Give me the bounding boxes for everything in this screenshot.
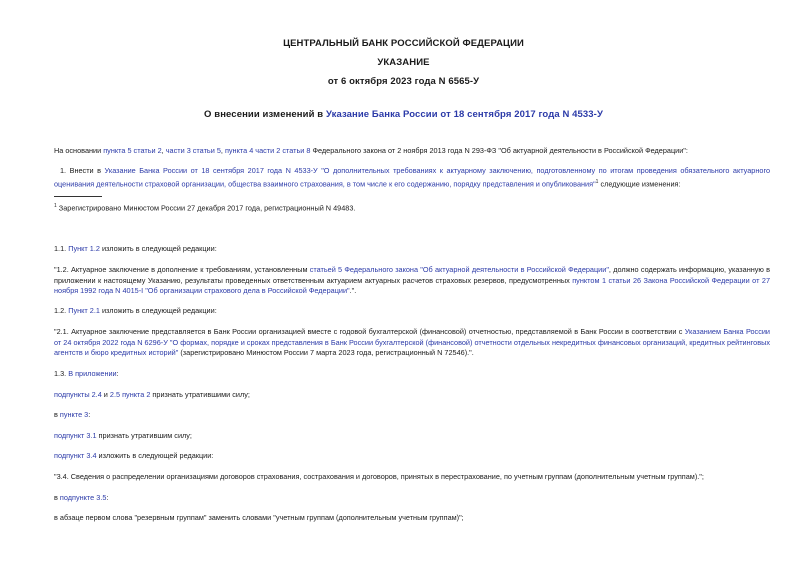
subitem-3-5-text-1: в xyxy=(54,493,60,502)
title-link[interactable]: Указание Банка России от 18 сентября 2017 года N 4533-У xyxy=(325,109,603,120)
org-heading: ЦЕНТРАЛЬНЫЙ БАНК РОССИЙСКОЙ ФЕДЕРАЦИИ xyxy=(283,38,524,49)
item-1-1-text-2: изложить в следующей редакции: xyxy=(99,244,217,253)
basis-text-1: На основании xyxy=(54,146,104,155)
subitems-text-1: и xyxy=(101,390,110,399)
basis-text-2: , xyxy=(161,146,166,155)
subitem-3-5-link[interactable]: подпункте 3.5 xyxy=(59,493,107,502)
footnote-ref[interactable]: 1 xyxy=(595,178,599,185)
quote-3-4-paragraph: "3.4. Сведения о распределении организациями договоров страхования, сострахования и договоров, принятых в перестрахование, по учетным группам (дополнительным учетным группам)."; xyxy=(54,472,704,481)
item-1-2-text-2: изложить в следующей редакции: xyxy=(99,306,217,315)
title-text: О внесении изменений в xyxy=(204,109,326,120)
document-title xyxy=(0,109,807,120)
item-1-text-1: 1. Внести в xyxy=(60,166,105,175)
point-3-text-1: в xyxy=(54,410,60,419)
basis-text-3: , xyxy=(220,146,225,155)
doc-type-heading: УКАЗАНИЕ xyxy=(377,57,430,68)
item-1-3-text-1: 1.3. xyxy=(54,369,69,378)
quote-1-2-text-1: "1.2. Актуарное заключение в дополнение к требованиям, установленным xyxy=(54,265,310,274)
quote-2-1-link[interactable]: Указанием Банка России от 24 октября 2022 года N 6296-У "О формах, порядке и сроках представления в Банк России бухгалтерской (финансовой) отчетности отдельных некредитных финансовых организаций, кредитных рейтинговых агентств и бюро кредитных историй" xyxy=(54,327,771,357)
item-1-1-link[interactable]: Пункт 1.2 xyxy=(68,244,100,253)
item-1-3-text-2: : xyxy=(116,369,119,378)
basis-link-1[interactable]: пункта 5 статьи 2 xyxy=(103,146,162,155)
subitem-3-1-link[interactable]: подпункт 3.1 xyxy=(54,431,97,440)
first-paragraph-change: в абзаце первом слова "резервным группам" заменить словами "учетным группам (дополнительным учетным группам)"; xyxy=(54,513,464,522)
quote-1-2-text-3: .". xyxy=(349,286,357,295)
basis-link-3[interactable]: пункта 4 части 2 статьи 8 xyxy=(224,146,311,155)
subitem-2-4-link[interactable]: подпункты 2.4 xyxy=(54,390,102,399)
footnote-divider xyxy=(54,196,102,197)
subitem-3-1-text: признать утратившим силу; xyxy=(96,431,192,440)
subitem-3-4-text: изложить в следующей редакции: xyxy=(96,451,214,460)
footnote-number: 1 xyxy=(54,203,57,209)
point-3-text-2: : xyxy=(88,410,91,419)
subitems-text-2: признать утратившими силу; xyxy=(150,390,250,399)
subitem-2-5-link[interactable]: 2.5 пункта 2 xyxy=(109,390,151,399)
item-1-text-2: следующие изменения: xyxy=(598,178,681,188)
quote-2-1-text-2: (зарегистрировано Минюстом России 7 марта 2023 года, регистрационный N 72546).". xyxy=(178,348,474,357)
subitem-3-1-paragraph xyxy=(54,431,770,442)
quote-1-2-link-2[interactable]: пунктом 1 статьи 26 Закона Российской Федерации от 27 ноября 1992 года N 4015-I "Об организации страхового дела в Российской Федерации" xyxy=(54,275,771,295)
quote-2-1-text-1: "2.1. Актуарное заключение представляется в Банк России организацией вместе с годовой бухгалтерской (финансовой) отчетностью, представляемой в Банк России в соответствии с xyxy=(54,327,685,336)
item-1-1-paragraph xyxy=(54,244,770,255)
point-3-link[interactable]: пункте 3 xyxy=(59,410,89,419)
point-3-paragraph xyxy=(54,410,770,421)
item-1-link[interactable]: Указание Банка России от 18 сентября 2017 года N 4533-У "О дополнительных требованиях к актуарному заключению, подготовленному по итогам проведения обязательного актуарного оценивания деятельности страховой организации, общества взаимного страхования, в том числе к его содержанию, порядку представления и опубликования" xyxy=(54,166,770,188)
subitem-3-4-link[interactable]: подпункт 3.4 xyxy=(54,451,97,460)
date-line: от 6 октября 2023 года N 6565-У xyxy=(327,76,480,87)
item-1-2-link[interactable]: Пункт 2.1 xyxy=(68,306,100,315)
subitem-3-4-paragraph xyxy=(54,451,770,462)
basis-text-4: Федерального закона от 2 ноября 2013 года N 293-ФЗ "Об актуарной деятельности в Российской Федерации": xyxy=(310,146,688,155)
subitem-3-5-paragraph xyxy=(54,493,770,504)
basis-paragraph xyxy=(54,146,770,157)
quote-1-2-text-2: , должно содержать информацию, указанную в приложении к настоящему Указанию, результаты проведенных ответственным актуарием актуарных расчетов страховых резервов, предусмотренных xyxy=(54,265,771,285)
item-1-paragraph xyxy=(54,166,770,189)
quote-1-2-link-1[interactable]: статьей 5 Федерального закона "Об актуарной деятельности в Российской Федерации" xyxy=(309,265,609,274)
item-1-3-link[interactable]: В приложении xyxy=(68,369,117,378)
basis-link-2[interactable]: части 3 статьи 5 xyxy=(165,146,221,155)
footnote xyxy=(54,203,355,212)
subitem-3-5-text-2: : xyxy=(106,493,109,502)
quote-1-2-paragraph xyxy=(54,265,770,297)
subitems-2-4-2-5-paragraph xyxy=(54,390,770,401)
quote-2-1-paragraph xyxy=(54,327,770,359)
item-1-2-text-1: 1.2. xyxy=(54,306,69,315)
item-1-3-paragraph xyxy=(54,369,770,380)
item-1-2-paragraph xyxy=(54,306,770,317)
footnote-text: Зарегистрировано Минюстом России 27 декабря 2017 года, регистрационный N 49483. xyxy=(56,203,356,213)
item-1-1-text-1: 1.1. xyxy=(54,244,69,253)
